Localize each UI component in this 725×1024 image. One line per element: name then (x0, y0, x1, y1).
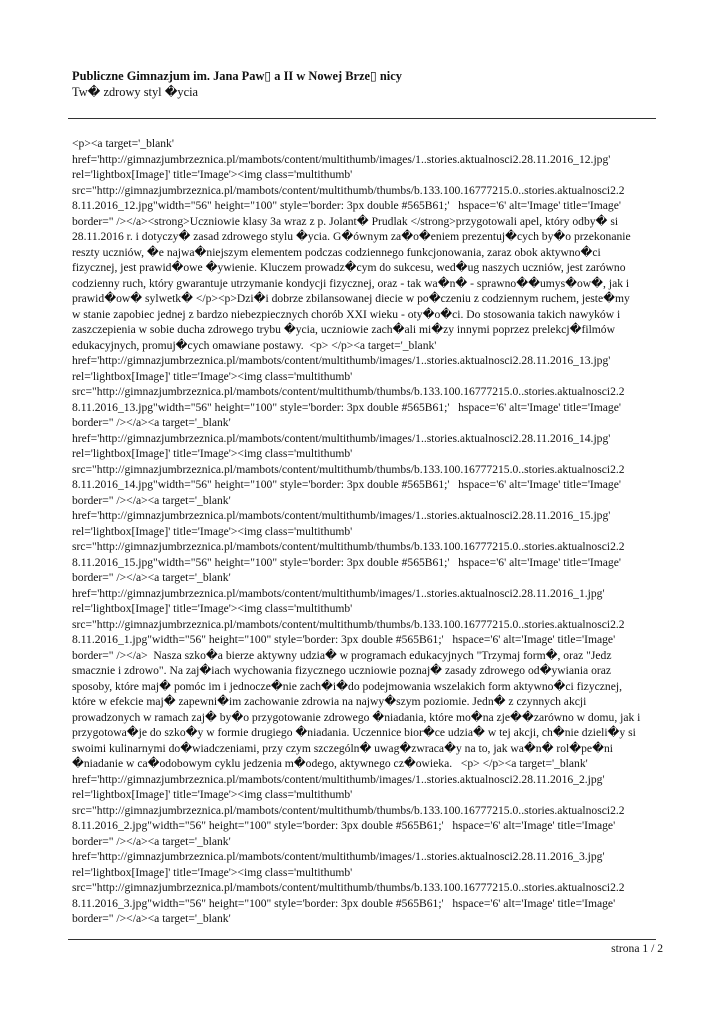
document-title: Publiczne Gimnazjum im. Jana Paw▯ a II w Nowej Brze▯ nicy (72, 69, 402, 83)
body-text-line: rel='lightbox[Image]' title='Image'><img class='multithumb' (72, 524, 353, 538)
body-text-line: 8.11.2016_14.jpg"width="56" height="100" style='border: 3px double #565B61;' hspace='6' alt='Image' title='Image' (72, 478, 621, 491)
body-text-line: src="http://gimnazjumbrzeznica.pl/mambots/content/multithumb/thumbs/b.133.100.16777215.0..stories.aktualnosci2.2 (72, 183, 625, 197)
body-text-line: 8.11.2016_13.jpg"width="56" height="100" style='border: 3px double #565B61;' hspace='6' alt='Image' title='Image' (72, 400, 621, 414)
header-divider (68, 118, 656, 119)
document-header (72, 68, 657, 100)
page-number: strona 1 / 2 (611, 942, 663, 955)
document-subtitle: Tw� zdrowy styl �ycia (72, 85, 199, 99)
body-text-line: 8.11.2016_15.jpg"width="56" height="100" style='border: 3px double #565B61;' hspace='6' alt='Image' title='Image' (72, 555, 621, 569)
body-text-line: 8.11.2016_1.jpg"width="56" height="100" style='border: 3px double #565B61;' hspace='6' alt='Image' title='Image' (72, 633, 616, 646)
body-text-line: src="http://gimnazjumbrzeznica.pl/mambots/content/multithumb/thumbs/b.133.100.16777215.0..stories.aktualnosci2.2 (72, 881, 625, 894)
body-text-line: reszty uczniów, �e najwa�niejszym elementem podczas codziennego funkcjonowania, zaraz obok aktywno�ci (72, 245, 601, 259)
body-text-line: rel='lightbox[Image]' title='Image'><img class='multithumb' (72, 447, 353, 460)
body-text-line: src="http://gimnazjumbrzeznica.pl/mambots/content/multithumb/thumbs/b.133.100.16777215.0..stories.aktualnosci2.2 (72, 462, 625, 476)
body-text-line: rel='lightbox[Image]' title='Image'><img class='multithumb' (72, 168, 353, 181)
body-text-line: które w efekcie maj� zapewni�im zachowanie zdrowia na najwy�szym poziomie. Jedn� z czynnych akcji (72, 695, 587, 708)
body-text-line: href='http://gimnazjumbrzeznica.pl/mambots/content/multithumb/images/1..stories.aktualnosci2.28.11.2016_13.jpg' (72, 354, 611, 367)
body-text-line: border=" /></a><a target='_blank' (72, 912, 231, 925)
body-text-line: src="http://gimnazjumbrzeznica.pl/mambots/content/multithumb/thumbs/b.133.100.16777215.0..stories.aktualnosci2.2 (72, 617, 625, 631)
body-text-line: border=" /></a><a target='_blank' (72, 493, 231, 507)
body-text-line: przygotowa�je do szko�y w formie drugiego �niadania. Uczennice bior�ce udzia� w tej akcji, ch�nie dzieli�y si (72, 726, 636, 739)
body-text-line: href='http://gimnazjumbrzeznica.pl/mambots/content/multithumb/images/1..stories.aktualnosci2.28.11.2016_15.jpg' (72, 509, 611, 522)
body-text-line: zaszczepienia w sobie ducha zdrowego trybu �ycia, uczniowie zach�ali mi�zy innymi poprzez prelekcj�filmów (72, 323, 615, 336)
body-text-line: rel='lightbox[Image]' title='Image'><img class='multithumb' (72, 865, 353, 879)
body-text-line: sposoby, które maj� pomóc im i jednocze�nie zach�i�do podejmowania wszelakich form aktywno�ci fizycznej, (72, 679, 622, 693)
body-text-line: �niadanie w ca�odobowym cyklu jedzenia m�odego, aktywnego cz�owieka. <p> </p><a target='_blank' (72, 757, 588, 770)
body-text-line: border=" /></a><a target='_blank' (72, 571, 231, 584)
body-text-line: rel='lightbox[Image]' title='Image'><img class='multithumb' (72, 788, 353, 801)
footer-divider (68, 939, 656, 940)
body-text-line: href='http://gimnazjumbrzeznica.pl/mambots/content/multithumb/images/1..stories.aktualnosci2.28.11.2016_12.jpg' (72, 152, 611, 166)
body-text-line: border=" /></a><strong>Uczniowie klasy 3a wraz z p. Jolant� Prudlak </strong>przygotowali apel, który odby� si (72, 214, 619, 228)
body-text-line: border=" /></a><a target='_blank' (72, 834, 231, 848)
body-text-line: swoimi kulinarnymi do�wiadczeniami, przy czym szczególn� uwag�zwraca�y na to, jak wa�n� rol�pe�ni (72, 741, 613, 755)
body-text-line: edukacyjnych, promuj�cych omawiane postawy. <p> </p><a target='_blank' (72, 338, 437, 352)
body-text-line: src="http://gimnazjumbrzeznica.pl/mambots/content/multithumb/thumbs/b.133.100.16777215.0..stories.aktualnosci2.2 (72, 385, 625, 398)
body-text-line: smacznie i zdrowo". Na zaj�iach wychowania fizycznego uczniowie poznaj� zasady zdrowego od�ywiania oraz (72, 664, 612, 677)
body-text-line: prawid�ow� sylwetk� </p><p>Dzi�i dobrze zbilansowanej diecie w po�czeniu z codziennym ruchem, jeste�my (72, 292, 630, 305)
body-text-line: w stanie zapobiec jednej z bardzo niebezpiecznych chorób XXI wieku - oty�o�ci. Do stosowania takich nawyków i (72, 307, 621, 321)
document-body (72, 136, 662, 927)
body-text-line: href='http://gimnazjumbrzeznica.pl/mambots/content/multithumb/images/1..stories.aktualnosci2.28.11.2016_2.jpg' (72, 772, 605, 786)
body-text-line: border=" /></a><a target='_blank' (72, 416, 231, 429)
body-text-line: 8.11.2016_12.jpg"width="56" height="100" style='border: 3px double #565B61;' hspace='6' alt='Image' title='Image' (72, 199, 621, 212)
body-text-line: border=" /></a> Nasza szko�a bierze aktywny udzia� w programach edukacyjnych "Trzymaj form�, oraz "Jedz (72, 648, 612, 662)
body-text-line: <p><a target='_blank' (72, 137, 174, 150)
body-text-line: codzienny ruch, który gwarantuje utrzymanie kondycji fizycznej, oraz - tak wa�n� - sprawno��umys�ow�, jak i (72, 276, 630, 290)
body-text-line: 8.11.2016_3.jpg"width="56" height="100" style='border: 3px double #565B61;' hspace='6' alt='Image' title='Image' (72, 896, 616, 910)
body-text-line: href='http://gimnazjumbrzeznica.pl/mambots/content/multithumb/images/1..stories.aktualnosci2.28.11.2016_3.jpg' (72, 850, 605, 863)
body-text-line: 8.11.2016_2.jpg"width="56" height="100" style='border: 3px double #565B61;' hspace='6' alt='Image' title='Image' (72, 819, 616, 832)
body-text-line: rel='lightbox[Image]' title='Image'><img class='multithumb' (72, 602, 353, 615)
body-text-line: 28.11.2016 r. i dotyczy� zasad zdrowego stylu �ycia. G�ównym za�o�eniem prezentuj�cych by�o przekonanie (72, 230, 631, 243)
body-text-line: src="http://gimnazjumbrzeznica.pl/mambots/content/multithumb/thumbs/b.133.100.16777215.0..stories.aktualnosci2.2 (72, 540, 625, 553)
body-text-line: rel='lightbox[Image]' title='Image'><img class='multithumb' (72, 369, 353, 383)
body-text-line: href='http://gimnazjumbrzeznica.pl/mambots/content/multithumb/images/1..stories.aktualnosci2.28.11.2016_14.jpg' (72, 431, 611, 445)
body-text-line: src="http://gimnazjumbrzeznica.pl/mambots/content/multithumb/thumbs/b.133.100.16777215.0..stories.aktualnosci2.2 (72, 803, 625, 817)
body-text-line: fizycznej, jest prawid�owe �ywienie. Kluczem prowadz�cym do sukcesu, wed�ug naszych uczniów, jest zarówno (72, 261, 626, 274)
body-text-line: href='http://gimnazjumbrzeznica.pl/mambots/content/multithumb/images/1..stories.aktualnosci2.28.11.2016_1.jpg' (72, 586, 605, 600)
body-text-line: prowadzonych w ramach zaj� by�o przygotowanie zdrowego �niadania, które mo�na zje��zarówno w domu, jak i (72, 710, 641, 724)
